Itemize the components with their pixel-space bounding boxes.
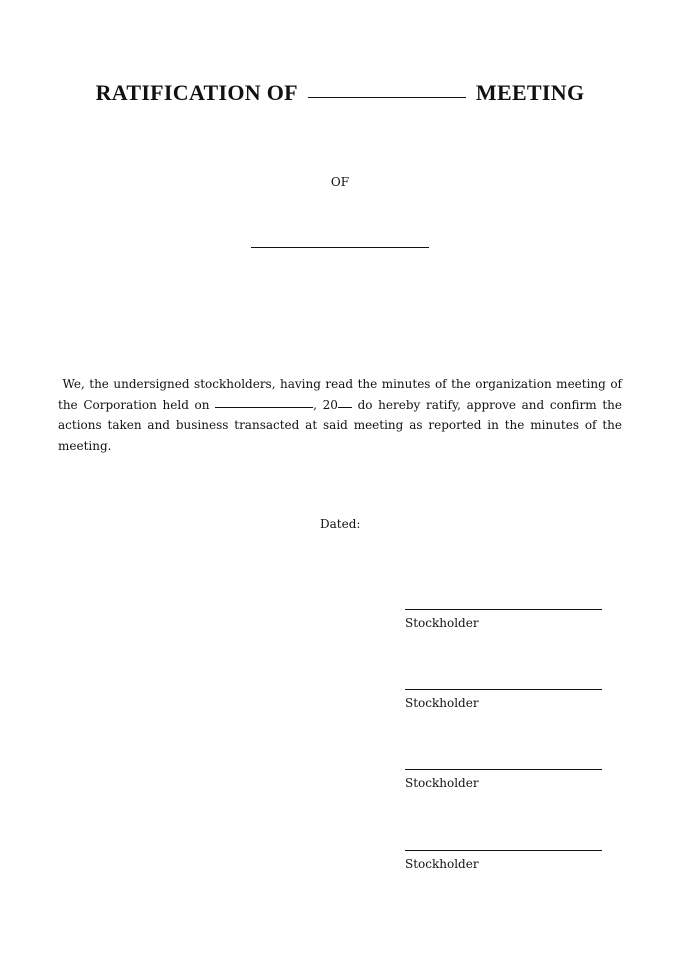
paragraph-text-end: do hereby ratify, approve and confirm the actions taken and business transacted at said meeting as reported in the minutes of the meeting. xyxy=(58,397,622,453)
signature-line[interactable] xyxy=(405,850,602,851)
of-label: OF xyxy=(330,175,350,189)
signature-label: Stockholder xyxy=(405,776,479,790)
signature-label: Stockholder xyxy=(405,616,479,630)
title-text-end: MEETING xyxy=(475,80,585,105)
year-prefix: , 20 xyxy=(313,397,338,412)
signature-block xyxy=(405,689,602,710)
title-text-start: RATIFICATION OF xyxy=(95,80,298,105)
ratification-paragraph xyxy=(58,374,622,456)
signature-line[interactable] xyxy=(405,689,602,690)
dated-label: Dated: xyxy=(320,517,361,531)
signature-block xyxy=(405,769,602,790)
signature-line[interactable] xyxy=(405,609,602,610)
signature-label: Stockholder xyxy=(405,696,479,710)
signature-block xyxy=(405,609,602,630)
meeting-type-blank[interactable] xyxy=(308,97,466,98)
document-title xyxy=(0,80,680,106)
signature-block xyxy=(405,850,602,871)
signature-label: Stockholder xyxy=(405,857,479,871)
meeting-date-blank[interactable] xyxy=(215,407,313,408)
year-blank[interactable] xyxy=(338,407,352,408)
paragraph-text-start: We, the undersigned stockholders, having read the minutes of the organization meeting of the Corporation held on xyxy=(58,377,622,412)
corporation-name-blank[interactable] xyxy=(251,247,429,248)
signature-line[interactable] xyxy=(405,769,602,770)
